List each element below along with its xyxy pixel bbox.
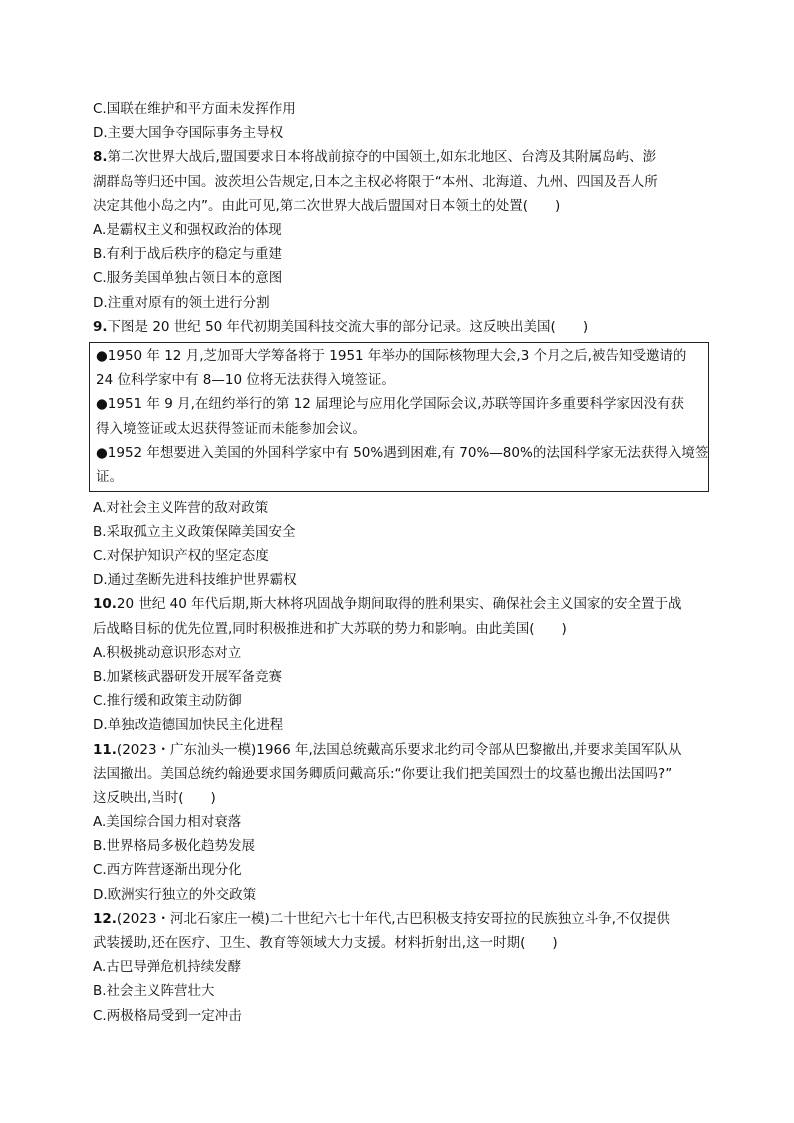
q11-stem-line-1: 11.(2023・广东汕头一模)1966 年,法国总统戴高乐要求北约司令部从巴黎撤出,并要求美国军队从 (93, 741, 682, 758)
q8-option-b: B.有利于战后秩序的稳定与重建 (93, 246, 283, 263)
q9-option-d: D.通过垄断先进科技维护世界霸权 (93, 572, 297, 589)
q8-stem-line-3: 决定其他小岛之内”。由此可见,第二次世界大战后盟国对日本领土的处置( ) (93, 197, 561, 214)
q10-number: 10. (93, 596, 117, 613)
q7-option-c: C.国联在维护和平方面未发挥作用 (93, 101, 296, 117)
q11-number: 11. (93, 741, 117, 758)
q11-option-b: B.世界格局多极化趋势发展 (93, 838, 256, 855)
q10-option-a: A.积极挑动意识形态对立 (93, 644, 242, 661)
q11-option-a: A.美国综合国力相对衰落 (93, 814, 242, 831)
q9-material-line-4: 得入境签证或太迟获得签证而未能参加会议。 (96, 420, 366, 437)
q9-material-line-3: ●1951 年 9 月,在纽约举行的第 12 届理论与应用化学国际会议,苏联等国许多重要科学家因没有获 (96, 396, 684, 413)
q11-stem-line-2: 法国撤出。美国总统约翰逊要求国务卿质问戴高乐:“你要让我们把美国烈士的坟墓也搬出法国吗?” (93, 765, 673, 782)
exam-content (93, 97, 713, 1028)
q9-material-line-6: 证。 (96, 469, 123, 486)
q7-option-d: D.主要大国争夺国际事务主导权 (93, 125, 284, 142)
q12-stem-line-1: 12.(2023・河北石家庄一模)二十世纪六七十年代,古巴积极支持安哥拉的民族独立斗争,不仅提供 (93, 910, 670, 927)
q10-stem-line-2: 后战略目标的优先位置,同时积极推进和扩大苏联的势力和影响。由此美国( ) (93, 620, 567, 637)
q9-material-line-1: ●1950 年 12 月,芝加哥大学筹备将于 1951 年举办的国际核物理大会,3 个月之后,被告知受邀请的 (96, 347, 687, 364)
q12-option-c: C.两极格局受到一定冲击 (93, 1007, 242, 1024)
q8-stem-line-1: 8.第二次世界大战后,盟国要求日本将战前掠夺的中国领土,如东北地区、台湾及其附属岛屿、澎 (93, 149, 657, 166)
q8-option-d: D.注重对原有的领土进行分割 (93, 294, 270, 311)
q10-option-c: C.推行缓和政策主动防御 (93, 693, 242, 710)
q11-stem-line-3: 这反映出,当时( ) (93, 789, 216, 806)
q9-option-b: B.采取孤立主义政策保障美国安全 (93, 523, 296, 540)
q9-option-c: C.对保护知识产权的坚定态度 (93, 548, 269, 565)
q11-option-d: D.欧洲实行独立的外交政策 (93, 886, 257, 903)
q9-material-line-2: 24 位科学家中有 8—10 位将无法获得入境签证。 (96, 372, 395, 389)
q9-material-box (89, 342, 709, 492)
q8-number: 8. (93, 149, 108, 166)
q9-number: 9. (93, 318, 108, 335)
q9-material-line-5: ●1952 年想要进入美国的外国科学家中有 50%遇到困难,有 70%—80%的法国科学家无法获得入境签 (96, 445, 709, 462)
q10-option-b: B.加紧核武器研发开展军备竞赛 (93, 668, 283, 685)
q8-option-c: C.服务美国单独占领日本的意图 (93, 270, 283, 287)
q8-option-a: A.是霸权主义和强权政治的体现 (93, 221, 282, 238)
q12-option-a: A.古巴导弹危机持续发酵 (93, 959, 242, 976)
q8-stem-line-2: 湖群岛等归还中国。波茨坦公告规定,日本之主权必将限于“本州、北海道、九州、四国及吾人所 (93, 173, 658, 190)
q12-option-b: B.社会主义阵营壮大 (93, 983, 215, 1000)
q10-stem-line-1: 10.20 世纪 40 年代后期,斯大林将巩固战争期间取得的胜利果实、确保社会主义国家的安全置于战 (93, 596, 682, 613)
q9-stem-line-1: 9.下图是 20 世纪 50 年代初期美国科技交流大事的部分记录。这反映出美国( ) (93, 318, 589, 335)
q10-option-d: D.单独改造德国加快民主化进程 (93, 717, 284, 734)
q12-number: 12. (93, 910, 117, 927)
q9-option-a: A.对社会主义阵营的敌对政策 (93, 499, 269, 516)
q12-stem-line-2: 武装援助,还在医疗、卫生、教育等领域大力支援。材料折射出,这一时期( ) (93, 935, 558, 952)
q11-option-c: C.西方阵营逐渐出现分化 (93, 862, 242, 879)
